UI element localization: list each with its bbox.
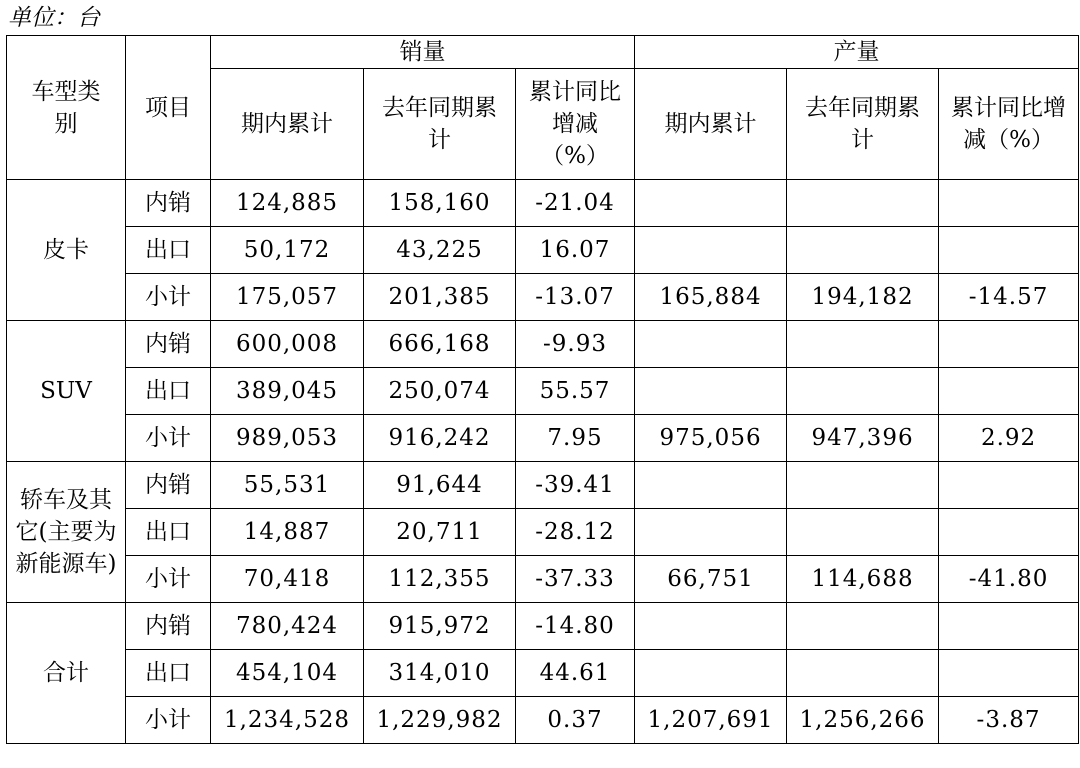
production-last-year-cell	[787, 368, 939, 415]
production-last-year-cell	[787, 462, 939, 509]
header-vehicle-type: 车型类别	[7, 36, 126, 180]
header-sales-last-year-cumulative: 去年同期累计	[364, 69, 516, 180]
sales-yoy-cell: -14.80	[516, 603, 635, 650]
table-row	[7, 650, 1079, 697]
table-row	[7, 603, 1079, 650]
table-row	[7, 697, 1079, 744]
sales-yoy-cell: 44.61	[516, 650, 635, 697]
sales-last-year-cell: 314,010	[364, 650, 516, 697]
sales-period-cell: 780,424	[211, 603, 364, 650]
sales-last-year-cell: 91,644	[364, 462, 516, 509]
production-period-cell: 66,751	[635, 556, 787, 603]
production-yoy-cell	[939, 227, 1079, 274]
table-row	[7, 321, 1079, 368]
item-cell: 内销	[126, 462, 211, 509]
header-production-period-cumulative: 期内累计	[635, 69, 787, 180]
item-cell: 小计	[126, 274, 211, 321]
production-last-year-cell	[787, 509, 939, 556]
production-last-year-cell	[787, 603, 939, 650]
header-sales-period-cumulative: 期内累计	[211, 69, 364, 180]
sales-last-year-cell: 112,355	[364, 556, 516, 603]
table-row	[7, 368, 1079, 415]
table-row	[7, 462, 1079, 509]
sales-yoy-cell: -21.04	[516, 180, 635, 227]
sales-period-cell: 124,885	[211, 180, 364, 227]
table-row	[7, 227, 1079, 274]
header-sales-group: 销量	[211, 36, 635, 69]
production-last-year-cell: 114,688	[787, 556, 939, 603]
header-production-group: 产量	[635, 36, 1079, 69]
item-cell: 小计	[126, 556, 211, 603]
production-period-cell	[635, 603, 787, 650]
production-yoy-cell	[939, 603, 1079, 650]
vehicle-type-cell: SUV	[7, 321, 126, 462]
table-row	[7, 274, 1079, 321]
production-yoy-cell: -3.87	[939, 697, 1079, 744]
sales-yoy-cell: -28.12	[516, 509, 635, 556]
production-period-cell	[635, 180, 787, 227]
sales-period-cell: 1,234,528	[211, 697, 364, 744]
production-last-year-cell: 1,256,266	[787, 697, 939, 744]
item-cell: 出口	[126, 227, 211, 274]
sales-period-cell: 600,008	[211, 321, 364, 368]
production-period-cell	[635, 650, 787, 697]
production-yoy-cell: -14.57	[939, 274, 1079, 321]
sales-yoy-cell: -13.07	[516, 274, 635, 321]
sales-last-year-cell: 916,242	[364, 415, 516, 462]
item-cell: 小计	[126, 415, 211, 462]
header-sales-yoy-change: 累计同比增减（%）	[516, 69, 635, 180]
item-cell: 内销	[126, 603, 211, 650]
production-yoy-cell: 2.92	[939, 415, 1079, 462]
production-period-cell	[635, 227, 787, 274]
sales-period-cell: 55,531	[211, 462, 364, 509]
sales-yoy-cell: -37.33	[516, 556, 635, 603]
production-last-year-cell: 947,396	[787, 415, 939, 462]
sales-yoy-cell: -9.93	[516, 321, 635, 368]
sales-last-year-cell: 158,160	[364, 180, 516, 227]
production-yoy-cell	[939, 180, 1079, 227]
table-row	[7, 415, 1079, 462]
production-last-year-cell	[787, 180, 939, 227]
production-yoy-cell	[939, 462, 1079, 509]
production-yoy-cell: -41.80	[939, 556, 1079, 603]
sales-period-cell: 175,057	[211, 274, 364, 321]
sales-last-year-cell: 250,074	[364, 368, 516, 415]
sales-last-year-cell: 43,225	[364, 227, 516, 274]
production-yoy-cell	[939, 321, 1079, 368]
production-period-cell	[635, 321, 787, 368]
table-row	[7, 556, 1079, 603]
sales-yoy-cell: 16.07	[516, 227, 635, 274]
sales-last-year-cell: 1,229,982	[364, 697, 516, 744]
production-yoy-cell	[939, 650, 1079, 697]
item-cell: 内销	[126, 180, 211, 227]
header-production-last-year-cumulative: 去年同期累计	[787, 69, 939, 180]
sales-last-year-cell: 915,972	[364, 603, 516, 650]
production-last-year-cell	[787, 321, 939, 368]
item-cell: 小计	[126, 697, 211, 744]
sales-yoy-cell: 55.57	[516, 368, 635, 415]
production-yoy-cell	[939, 368, 1079, 415]
item-cell: 出口	[126, 509, 211, 556]
production-period-cell: 975,056	[635, 415, 787, 462]
production-last-year-cell	[787, 650, 939, 697]
table-row	[7, 180, 1079, 227]
vehicle-type-cell: 轿车及其它(主要为新能源车)	[7, 462, 126, 603]
header-row-1	[7, 36, 1079, 69]
sales-yoy-cell: 0.37	[516, 697, 635, 744]
header-item: 项目	[126, 36, 211, 180]
header-production-yoy-change: 累计同比增减（%）	[939, 69, 1079, 180]
sales-yoy-cell: 7.95	[516, 415, 635, 462]
sales-production-table	[6, 35, 1079, 744]
sales-period-cell: 989,053	[211, 415, 364, 462]
production-period-cell: 1,207,691	[635, 697, 787, 744]
sales-last-year-cell: 20,711	[364, 509, 516, 556]
vehicle-type-cell: 合计	[7, 603, 126, 744]
sales-period-cell: 389,045	[211, 368, 364, 415]
sales-last-year-cell: 201,385	[364, 274, 516, 321]
sales-period-cell: 70,418	[211, 556, 364, 603]
item-cell: 内销	[126, 321, 211, 368]
production-period-cell	[635, 509, 787, 556]
sales-period-cell: 14,887	[211, 509, 364, 556]
production-yoy-cell	[939, 509, 1079, 556]
sales-period-cell: 50,172	[211, 227, 364, 274]
vehicle-type-cell: 皮卡	[7, 180, 126, 321]
sales-period-cell: 454,104	[211, 650, 364, 697]
sales-last-year-cell: 666,168	[364, 321, 516, 368]
production-last-year-cell: 194,182	[787, 274, 939, 321]
production-period-cell: 165,884	[635, 274, 787, 321]
production-period-cell	[635, 368, 787, 415]
production-last-year-cell	[787, 227, 939, 274]
item-cell: 出口	[126, 650, 211, 697]
sales-yoy-cell: -39.41	[516, 462, 635, 509]
table-row	[7, 509, 1079, 556]
production-period-cell	[635, 462, 787, 509]
item-cell: 出口	[126, 368, 211, 415]
unit-label: 单位：台	[8, 5, 100, 31]
